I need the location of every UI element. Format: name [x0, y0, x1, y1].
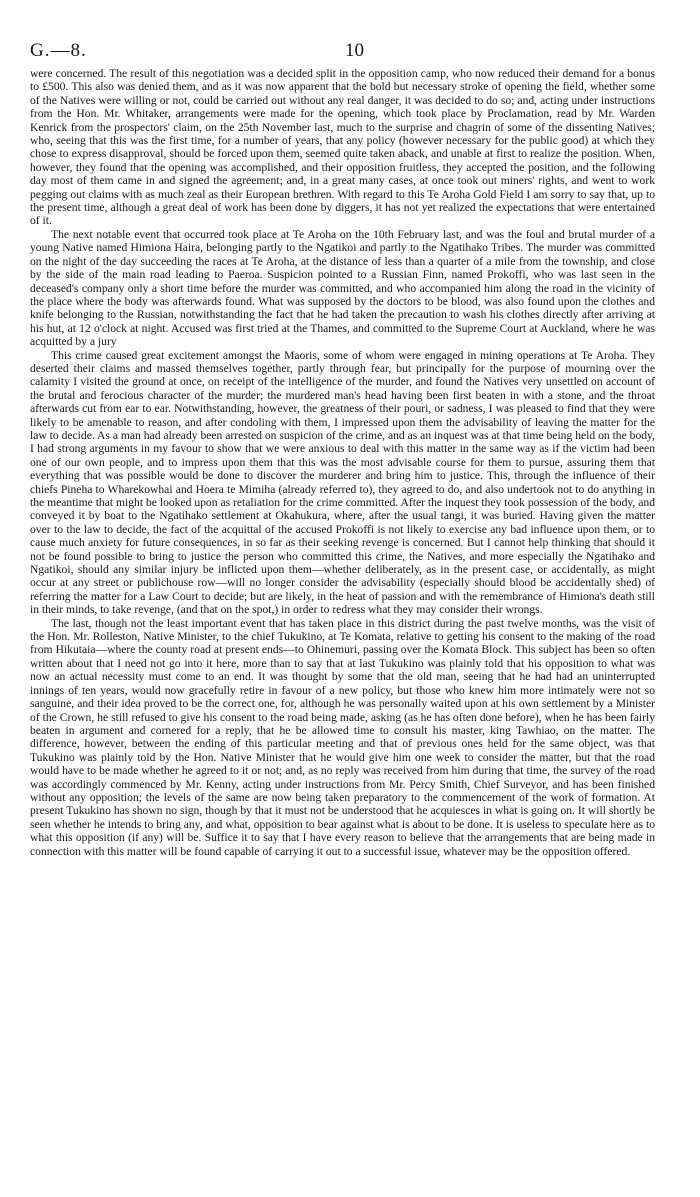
document-reference: G.—8.	[30, 40, 87, 61]
page-number: 10	[345, 40, 364, 61]
paragraph-4: The last, though not the least important event that has taken place in this district during the past twelve months, was the visit of the Hon. Mr. Rolleston, Native Minister, to the chief Tukukino, at Te Komata, relative to getting his consent to the making of the road from Hikutaia—where the county road at present ends—to Ohinemuri, passing over the Komata Block. This subject has been so often written about that I need not go into it here, more than to say that at last Tukukino was plainly told that his opposition to what was now an actual necessity must come to an end. It was thought by some that the old man, seeing that he had had an uninterrupted innings of ten years, would now gracefully retire in favour of a new policy, but those who knew him more intimately were not so sanguine, and their idea proved to be the correct one, for, although he was personally waited upon at his own settlement by a Minister of the Crown, he still refused to give his consent to the road being made, asking (as he has often done before), when he has been fairly beaten in argument and cornered for a reply, that he be allowed time to consult his master, king Tawhiao, on the matter. The difference, however, between the ending of this particular meeting and that of previous ones held for the same object, was that Tukukino was plainly told by the Hon. Native Minister that he would give him one week to consider the matter, but that the road would have to be made whether he agreed to it or not; and, as no reply was received from him during that time, the survey of the road was accordingly commenced by Mr. Kenny, acting under instructions from Mr. Percy Smith, Chief Surveyor, and has been finished without any opposition; the levels of the same are now being taken preparatory to the commencement of the work of formation. At present Tukukino has shown no sign, though by that it must not be understood that he acquiesces in what is going on. It will shortly be seen whether he intends to bring any, and what, opposition to bear against what is about to be done. It is useless to speculate here as to what this opposition (if any) will be. Suffice it to say that I have every reason to believe that the arrangements that are being made in connection with this matter will be found capable of carrying it out to a successful issue, whatever may be the opposition offered.	[30, 616, 655, 858]
paragraph-1: were concerned. The result of this negotiation was a decided split in the opposition camp, who now reduced their demand for a bonus to £500. This also was denied them, and as it was now apparent that the bold but necessary stroke of opening the field, whether some of the Natives were willing or not, could be carried out without any real danger, it was decided to do so; and, acting under instructions from the Hon. Mr. Whitaker, arrangements were made for the opening, which took place by Proclamation, read by Mr. Warden Kenrick from the prospectors' claim, on the 25th November last, much to the surprise and chagrin of some of the dissenting Natives; who, seeing that this was the first time, for a number of years, that any policy (however necessary for the public good) at which they chose to express disapproval, should be forced upon them, seemed quite taken aback, and unable at first to realize the position. When, however, they found that the opening was accomplished, and their opposition fruitless, they accepted the position, and the following day most of them came in and signed the agreement; and, in a great many cases, at once took out miners' rights, and went to work pegging out claims with as much zeal as their European brethren. With regard to this Te Aroha Gold Field I am sorry to say that, up to the present time, although a great deal of work has been done by diggers, it has not yet realized the expectations that were entertained of it.	[30, 67, 655, 228]
paragraph-3: This crime caused great excitement amongst the Maoris, some of whom were engaged in mining operations at Te Aroha. They deserted their claims and massed themselves together, partly through fear, but principally for the purpose of mourning over the calamity I visited the ground at once, on receipt of the intelligence of the murder, and found the Natives very unsettled on account of the brutal and ferocious character of the murder; the murdered man's head having been first beaten in with a stone, and the throat afterwards cut from ear to ear. Notwithstanding, however, the greatness of their pouri, or sadness, I was pleased to find that they were likely to be amenable to reason, and after condoling with them, I impressed upon them the advisability of leaving the matter for the law to decide. As a man had already been arrested on suspicion of the crime, and as an inquest was at that time being held on the body, I had strong arguments in my favour to show that we were anxious to deal with this matter in the same way as if the victim had been one of our own people, and to impress upon them that this was the most advisable course for them to pursue, assuring them that everything that was possible would be done to discover the murderer and bring him to justice. This, through the influence of their chiefs Pineha to Wharekowhai and Hoera te Mimiha (already referred to), they agreed to do, and also undertook not to do anything in the meantime that might be looked upon as retaliation for the crime committed. After the inquest they took possession of the body, and conveyed it by boat to the Ngatihako settlement at Okahukura, where, after the usual tangi, it was buried. Having given the matter over to the law to decide, the fact of the acquittal of the accused Prokoffi is not likely to exercise any bad influence upon them, or to cause much anxiety for future consequences, in so far as their seeking revenge is concerned. But I cannot help thinking that should it not be found possible to bring to justice the person who committed this crime, the Natives, and more especially the Ngatihako and Ngatikoi, should any similar injury be inflicted upon them—whether deliberately, as in the present case, or accidentally, as might occur at any street or publichouse row—will no longer consider the advisability (especially should blood be accidentally shed) of referring the matter for a Law Court to decide; but are likely, in the heat of passion and with the remembrance of Himiona's death still in their minds, to take revenge, (and that on the spot,) in order to redress what they may consider their wrongs.	[30, 348, 655, 617]
paragraph-2: The next notable event that occurred took place at Te Aroha on the 10th February last, and was the foul and brutal murder of a young Native named Himiona Haira, belonging partly to the Ngatikoi and partly to the Ngatihako Tribes. The murder was committed on the night of the day succeeding the races at Te Aroha, at the distance of less than a quarter of a mile from the township, and close by the side of the main road leading to Paeroa. Suspicion pointed to a Russian Finn, named Prokoffi, who was last seen in the deceased's company only a short time before the murder was committed, and who accompanied him along the road in the vicinity of the place where the body was afterwards found. What was supposed by the doctors to be blood, was also found upon the clothes and knife belonging to the Russian, notwithstanding the fact that he had taken the precaution to wash his clothes directly after arriving at his hut, at 12 o'clock at night. Accused was first tried at the Thames, and committed to the Supreme Court at Auckland, where he was acquitted by a jury	[30, 227, 655, 349]
page-header	[30, 40, 670, 64]
body-text	[30, 67, 655, 858]
